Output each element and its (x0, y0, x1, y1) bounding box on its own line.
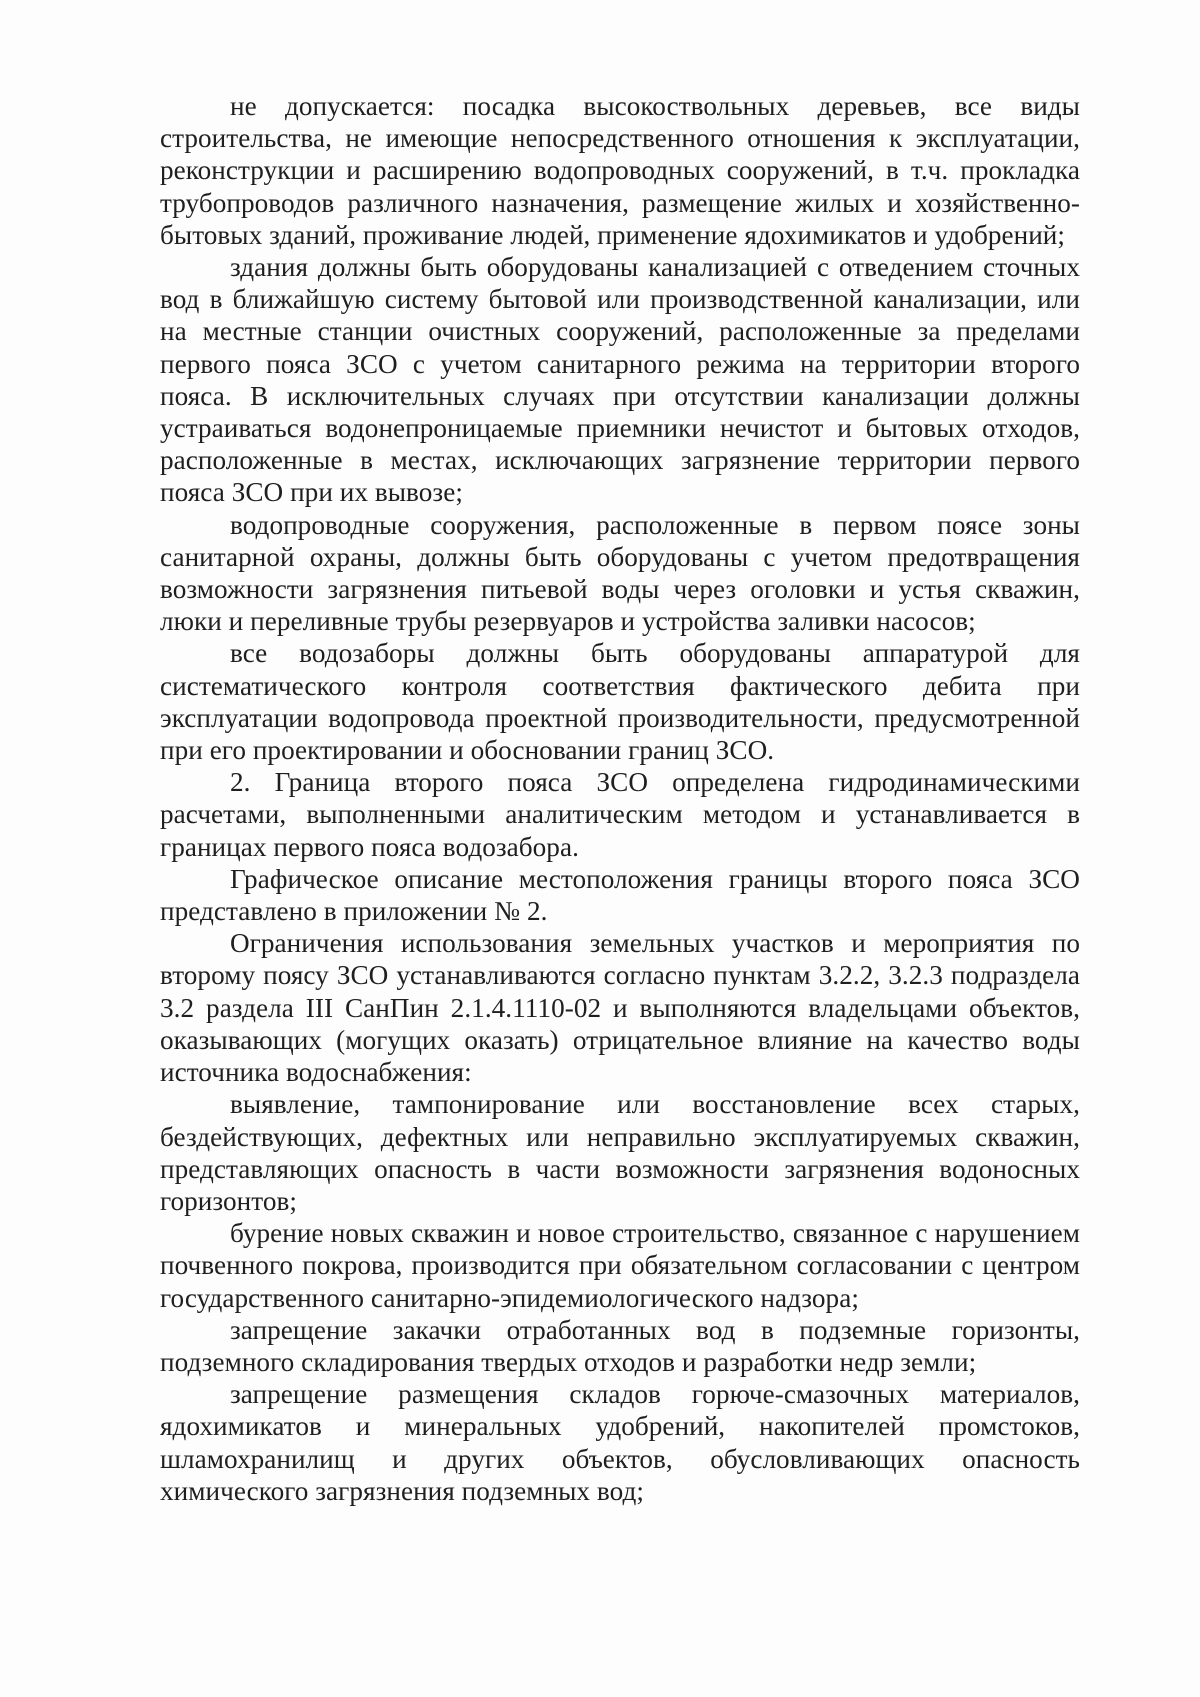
paragraph-land-use-restrictions: Ограничения использования земельных участков и мероприятия по второму поясу ЗСО устанавливаются согласно пунктам 3.2.2, 3.2.3 подраздела 3.2 раздела III СанПин 2.1.4.1110-02 и выполняются владельцами объектов, оказывающих (могущих оказать) отрицательное влияние на качество воды источника водоснабжения: (160, 928, 1080, 1088)
paragraph-prohibitions: не допускается: посадка высокоствольных деревьев, все виды строительства, не имеющие непосредственного отношения к эксплуатации, реконструкции и расширению водопроводных сооружений, в т.ч. прокладка трубопроводов различного назначения, размещение жилых и хозяйственно-бытовых зданий, проживание людей, применение ядохимикатов и удобрений; (160, 91, 1080, 250)
paragraph-injection-ban: запрещение закачки отработанных вод в подземные горизонты, подземного складирования твердых отходов и разработки недр земли; (160, 1314, 1080, 1377)
document-body (160, 90, 1080, 1507)
paragraph-storage-ban: запрещение размещения складов горюче-смазочных материалов, ядохимикатов и минеральных удобрений, накопителей промстоков, шламохранилищ и других объектов, обусловливающих опасность химического загрязнения подземных вод; (160, 1379, 1080, 1506)
paragraph-water-structures: водопроводные сооружения, расположенные в первом поясе зоны санитарной охраны, должны быть оборудованы с учетом предотвращения возможности загрязнения питьевой воды через оголовки и устья скважин, люки и переливные трубы резервуаров и устройства заливки насосов; (160, 509, 1080, 637)
paragraph-old-wells: выявление, тампонирование или восстановление всех старых, бездействующих, дефектных или неправильно эксплуатируемых скважин, представляющих опасность в части возможности загрязнения водоносных горизонтов; (160, 1089, 1080, 1216)
paragraph-new-wells: бурение новых скважин и новое строительство, связанное с нарушением почвенного покрова, производится при обязательном согласовании с центром государственного санитарно-эпидемиологического надзора; (160, 1218, 1080, 1313)
paragraph-graphic-description: Графическое описание местоположения границы второго пояса ЗСО представлено в приложении № 2. (160, 863, 1080, 927)
paragraph-water-intakes: все водозаборы должны быть оборудованы аппаратурой для систематического контроля соответствия фактического дебита при эксплуатации водопровода проектной производительности, предусмотренной при его проектировании и обосновании границ ЗСО. (160, 638, 1080, 766)
paragraph-sewerage: здания должны быть оборудованы канализацией с отведением сточных вод в ближайшую систему бытовой или производственной канализации, или на местные станции очистных сооружений, расположенные за пределами первого пояса ЗСО с учетом санитарного режима на территории второго пояса. В исключительных случаях при отсутствии канализации должны устраиваться водонепроницаемые приемники нечистот и бытовых отходов, расположенные в местах, исключающих загрязнение территории первого пояса ЗСО при их вывозе; (160, 252, 1080, 508)
paragraph-second-belt-boundary: 2. Граница второго пояса ЗСО определена гидродинамическими расчетами, выполненными аналитическим методом и устанавливается в границах первого пояса водозабора. (160, 767, 1080, 862)
